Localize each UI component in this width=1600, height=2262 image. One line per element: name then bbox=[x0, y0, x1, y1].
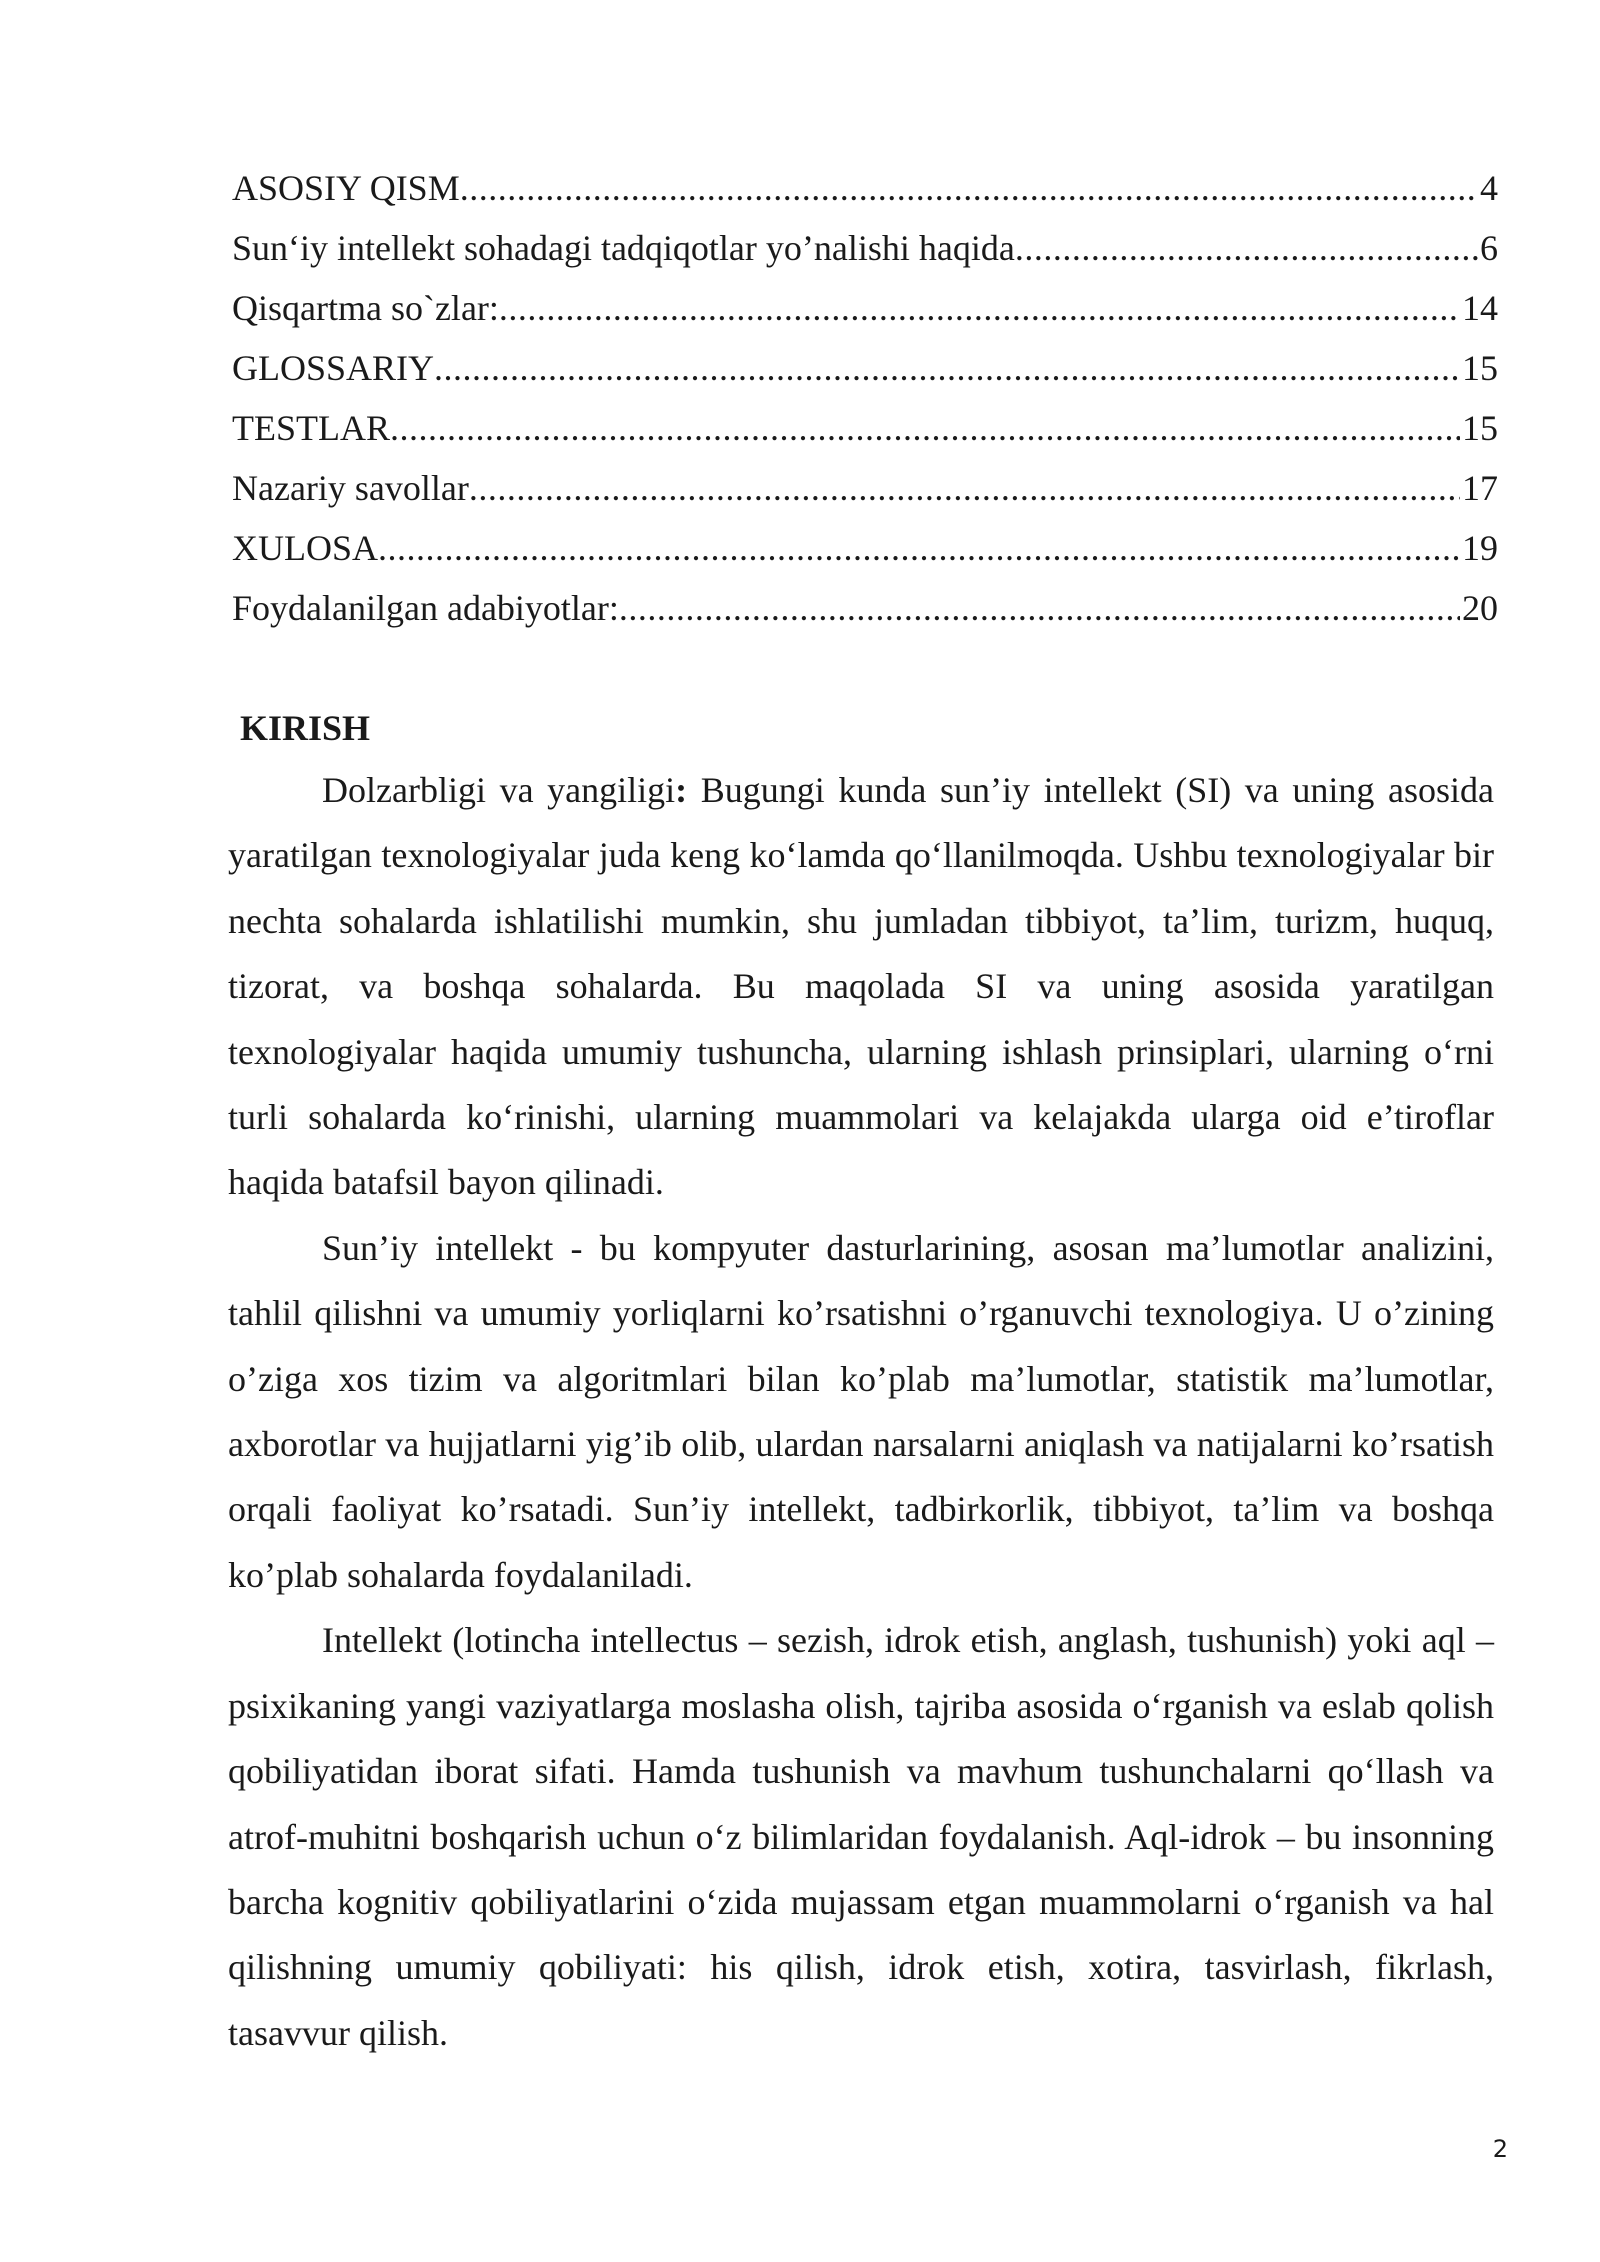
toc-entry[interactable] bbox=[232, 458, 1498, 518]
toc-entry-page: 6 bbox=[1480, 228, 1498, 268]
paragraph: Intellekt (lotincha intellectus – sezish, idrok etish, anglash, tushunish) yoki aql – psixikaning yangi vaziyatlarga moslasha olish, tajriba asosida o‘rganish va eslab qolish qobiliyatidan iborat sifati. Hamda tushunish va mavhum tushunchalarni qo‘llash va atrof-muhitni boshqarish uchun o‘z bilimlaridan foydalanish. Aql-idrok – bu insonning barcha kognitiv qobiliyatlarini o‘zida mujassam etgan muammolarni o‘rganish va hal qilishning umumiy qobiliyati: his qilish, idrok etish, xotira, tasvirlash, fikrlash, tasavvur qilish. bbox=[228, 1620, 1494, 2053]
paragraph: Sun’iy intellekt - bu kompyuter dasturlarining, asosan ma’lumotlar analizini, tahlil qilishni va umumiy yorliqlarni ko’rsatishni o’rganuvchi texnologiya. U o’zining o’ziga xos tizim va algoritmlari bilan ko’plab ma’lumotlar, statistik ma’lumotlar, axborotlar va hujjatlarni yig’ib olib, ulardan narsalarni aniqlash va natijalarni ko’rsatish orqali faoliyat ko’rsatadi. Sun’iy intellekt, tadbirkorlik, tibbiyot, ta’lim va boshqa ko’plab sohalarda foydalaniladi. bbox=[228, 1227, 1494, 1595]
table-of-contents bbox=[232, 158, 1498, 638]
paragraph bbox=[228, 758, 1494, 1216]
toc-entry-page: 19 bbox=[1462, 528, 1498, 568]
toc-entry[interactable] bbox=[232, 518, 1498, 578]
toc-leader-dots bbox=[469, 458, 1460, 518]
section-heading: KIRISH bbox=[240, 708, 371, 748]
toc-entry-page: 4 bbox=[1480, 168, 1498, 208]
toc-entry[interactable] bbox=[232, 218, 1498, 278]
toc-entry-title: XULOSA bbox=[232, 528, 379, 568]
paragraph-lead-in: Dolzarbligi va yangiligi bbox=[322, 770, 676, 810]
toc-entry-page: 15 bbox=[1462, 348, 1498, 388]
toc-leader-dots bbox=[619, 578, 1460, 638]
toc-entry[interactable] bbox=[232, 158, 1498, 218]
toc-entry-page: 17 bbox=[1462, 468, 1498, 508]
toc-entry-page: 15 bbox=[1462, 408, 1498, 448]
toc-leader-dots bbox=[1015, 218, 1478, 278]
toc-leader-dots bbox=[460, 158, 1478, 218]
toc-entry[interactable] bbox=[232, 278, 1498, 338]
toc-entry-title: TESTLAR bbox=[232, 408, 390, 448]
section-body bbox=[228, 758, 1494, 2066]
page-number: 2 bbox=[1492, 2135, 1508, 2163]
toc-leader-dots bbox=[434, 338, 1460, 398]
toc-entry-title: Foydalanilgan adabiyotlar: bbox=[232, 588, 619, 628]
toc-entry[interactable] bbox=[232, 578, 1498, 638]
toc-entry[interactable] bbox=[232, 398, 1498, 458]
toc-entry-title: Sun‘iy intellekt sohadagi tadqiqotlar yo’nalishi haqida bbox=[232, 228, 1015, 268]
toc-entry[interactable] bbox=[232, 338, 1498, 398]
toc-entry-title: ASOSIY QISM bbox=[232, 168, 460, 208]
toc-entry-page: 20 bbox=[1462, 588, 1498, 628]
paragraph-text: Bugungi kunda sun’iy intellekt (SI) va uning asosida yaratilgan texnologiyalar juda keng ko‘lamda qo‘llanilmoqda. Ushbu texnologiyalar bir nechta sohalarda ishlatilishi mumkin, shu jumladan tibbiyot, ta’lim, turizm, huquq, tizorat, va boshqa sohalarda. Bu maqolada SI va uning asosida yaratilgan texnologiyalar haqida umumiy tushuncha, ularning ishlash prinsiplari, ularning o‘rni turli sohalarda ko‘rinishi, ularning muammolari va kelajakda ularga oid e’tiroflar haqida batafsil bayon qilinadi. bbox=[228, 770, 1494, 1203]
toc-leader-dots bbox=[499, 278, 1460, 338]
toc-leader-dots bbox=[390, 398, 1460, 458]
toc-entry-title: Nazariy savollar bbox=[232, 468, 469, 508]
toc-entry-title: GLOSSARIY bbox=[232, 348, 435, 388]
lead-in-colon: : bbox=[675, 770, 688, 810]
toc-entry-title: Qisqartma so`zlar: bbox=[232, 288, 499, 328]
toc-entry-page: 14 bbox=[1462, 288, 1498, 328]
toc-leader-dots bbox=[378, 518, 1460, 578]
